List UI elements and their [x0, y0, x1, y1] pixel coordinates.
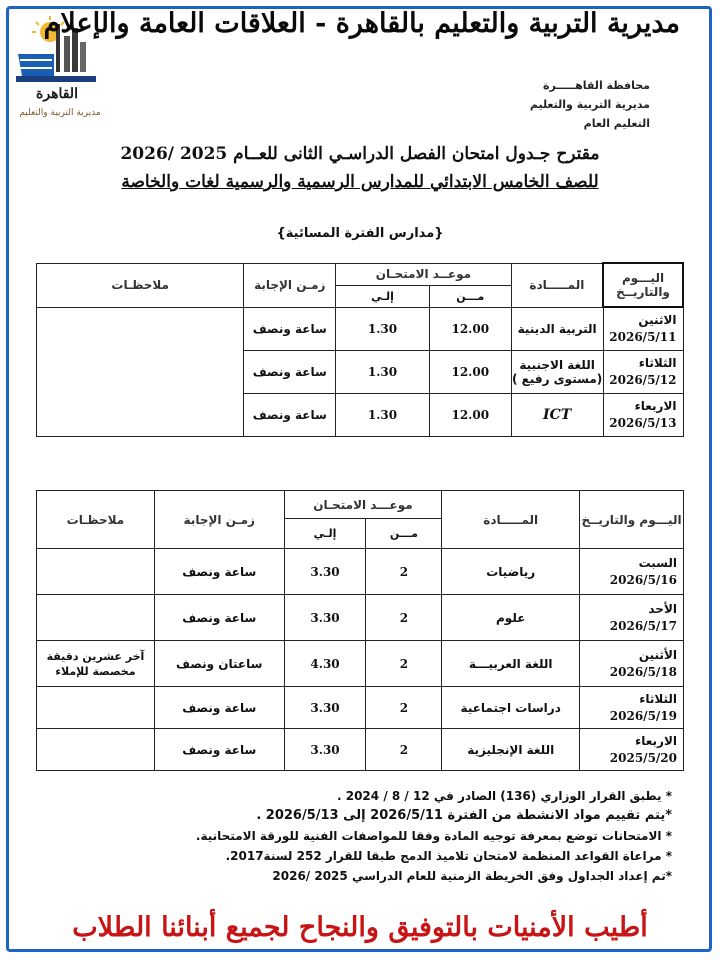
header-notes: ملاحظـات [37, 263, 244, 307]
header-exam-time: موعـــد الامتحـان [284, 491, 442, 519]
duration-cell: ساعة ونصف [154, 687, 284, 729]
day-date-cell: الاربعاء 2026/5/13 [603, 393, 683, 436]
day-date-cell: الاثنين 2026/5/11 [603, 307, 683, 350]
from-cell: 2 [366, 595, 442, 641]
subject-cell: اللغة العربيـــة [442, 641, 580, 687]
subject-cell: رياضيات [442, 549, 580, 595]
header-to: إلـي [284, 519, 366, 549]
from-cell: 12.00 [429, 307, 511, 350]
notes-cell [37, 595, 155, 641]
header-from: مـــن [429, 285, 511, 307]
duration-cell: ساعتان ونصف [154, 641, 284, 687]
header-day-date: اليـــوم والتاريــخ [603, 263, 683, 307]
note-item: * مراعاة القواعد المنظمة لامتحان تلاميذ الدمج طبقا للقرار 252 لسنة2017. [225, 849, 672, 863]
to-cell: 1.30 [336, 307, 430, 350]
notes-cell [37, 687, 155, 729]
from-cell: 12.00 [429, 393, 511, 436]
from-cell: 12.00 [429, 350, 511, 393]
logo-subtitle: مديرية التربية والتعليم [19, 108, 101, 118]
notes-cell [37, 729, 155, 771]
footer-wishes: أطيب الأمنيات بالتوفيق والنجاح لجميع أبنائنا الطلاب [72, 912, 648, 943]
subject-cell: اللغة الاجنبية (مستوى رفيع ) [511, 350, 603, 393]
from-cell: 2 [366, 729, 442, 771]
header-subject: المـــــادة [442, 491, 580, 549]
header-to: إلـي [336, 285, 430, 307]
logo-text: القاهرة [36, 86, 78, 102]
subject-cell: ICT [511, 393, 603, 436]
duration-cell: ساعة ونصف [154, 595, 284, 641]
to-cell: 3.30 [284, 687, 366, 729]
subject-cell: التربية الدينية [511, 307, 603, 350]
org-department: التعليم العام [583, 117, 650, 130]
header-notes: ملاحظـات [37, 491, 155, 549]
duration-cell: ساعة ونصف [244, 350, 336, 393]
subject-cell: علوم [442, 595, 580, 641]
header-exam-time: موعــد الامتحـان [336, 263, 512, 285]
day-date-cell: الأثنين 2026/5/18 [580, 641, 684, 687]
exam-table-1 [36, 262, 684, 437]
exam-table-2 [36, 490, 684, 771]
org-directorate: مديرية التربية والتعليم [529, 98, 650, 111]
period-label: {مدارس الفترة المسائية} [276, 226, 444, 241]
to-cell: 1.30 [336, 393, 430, 436]
schedule-title: مقترح جـدول امتحان الفصل الدراسـي الثانى للعــام 2025 /2026 [120, 144, 600, 164]
header-subject: المـــــادة [511, 263, 603, 307]
table-row [37, 549, 684, 595]
table-row [37, 729, 684, 771]
note-item: *تم إعداد الجداول وفق الخريطة الزمنية للعام الدراسي 2025 /2026 [272, 869, 672, 883]
notes-cell: آخر عشرين دقيقة مخصصة للإملاء [37, 641, 155, 687]
header-day-date: اليـــوم والتاريــخ [580, 491, 684, 549]
header-title: مديرية التربية والتعليم بالقاهرة - العلاقات العامة والإعلام [43, 8, 680, 39]
note-item: *يتم تقييم مواد الانشطة من الفترة 2026/5/11 إلى 2026/5/13 . [256, 808, 672, 823]
day-date-cell: الثلاثاء 2026/5/19 [580, 687, 684, 729]
from-cell: 2 [366, 641, 442, 687]
to-cell: 3.30 [284, 549, 366, 595]
header-from: مـــن [366, 519, 442, 549]
org-governorate: محافظة القاهـــــرة [543, 79, 650, 92]
notes-cell [37, 307, 244, 436]
note-item: * يطبق القرار الوزاري (136) الصادر في 12 / 8 / 2024 . [336, 789, 672, 803]
schedule-subtitle: للصف الخامس الابتدائي للمدارس الرسمية والرسمية لغات والخاصة [121, 172, 599, 192]
duration-cell: ساعة ونصف [244, 393, 336, 436]
duration-cell: ساعة ونصف [244, 307, 336, 350]
to-cell: 3.30 [284, 729, 366, 771]
to-cell: 4.30 [284, 641, 366, 687]
table-row [37, 307, 684, 350]
table-row [37, 687, 684, 729]
day-date-cell: السبت 2026/5/16 [580, 549, 684, 595]
header-duration: زمـن الإجابة [244, 263, 336, 307]
subject-cell: اللغة الإنجليزية [442, 729, 580, 771]
header-duration: زمـن الإجابة [154, 491, 284, 549]
duration-cell: ساعة ونصف [154, 549, 284, 595]
notes-cell [37, 549, 155, 595]
subject-cell: دراسات اجتماعية [442, 687, 580, 729]
to-cell: 1.30 [336, 350, 430, 393]
from-cell: 2 [366, 549, 442, 595]
duration-cell: ساعة ونصف [154, 729, 284, 771]
to-cell: 3.30 [284, 595, 366, 641]
table-row [37, 641, 684, 687]
day-date-cell: الثلاثاء 2026/5/12 [603, 350, 683, 393]
day-date-cell: الاربعاء 2025/5/20 [580, 729, 684, 771]
from-cell: 2 [366, 687, 442, 729]
notes-list [52, 786, 672, 886]
note-item: * الامتحانات توضع بمعرفة توجيه المادة وفقا للمواصفات الفنية للورقة الامتحانية. [195, 829, 672, 843]
table-row [37, 595, 684, 641]
day-date-cell: الأحد 2026/5/17 [580, 595, 684, 641]
organization-block [530, 76, 650, 133]
